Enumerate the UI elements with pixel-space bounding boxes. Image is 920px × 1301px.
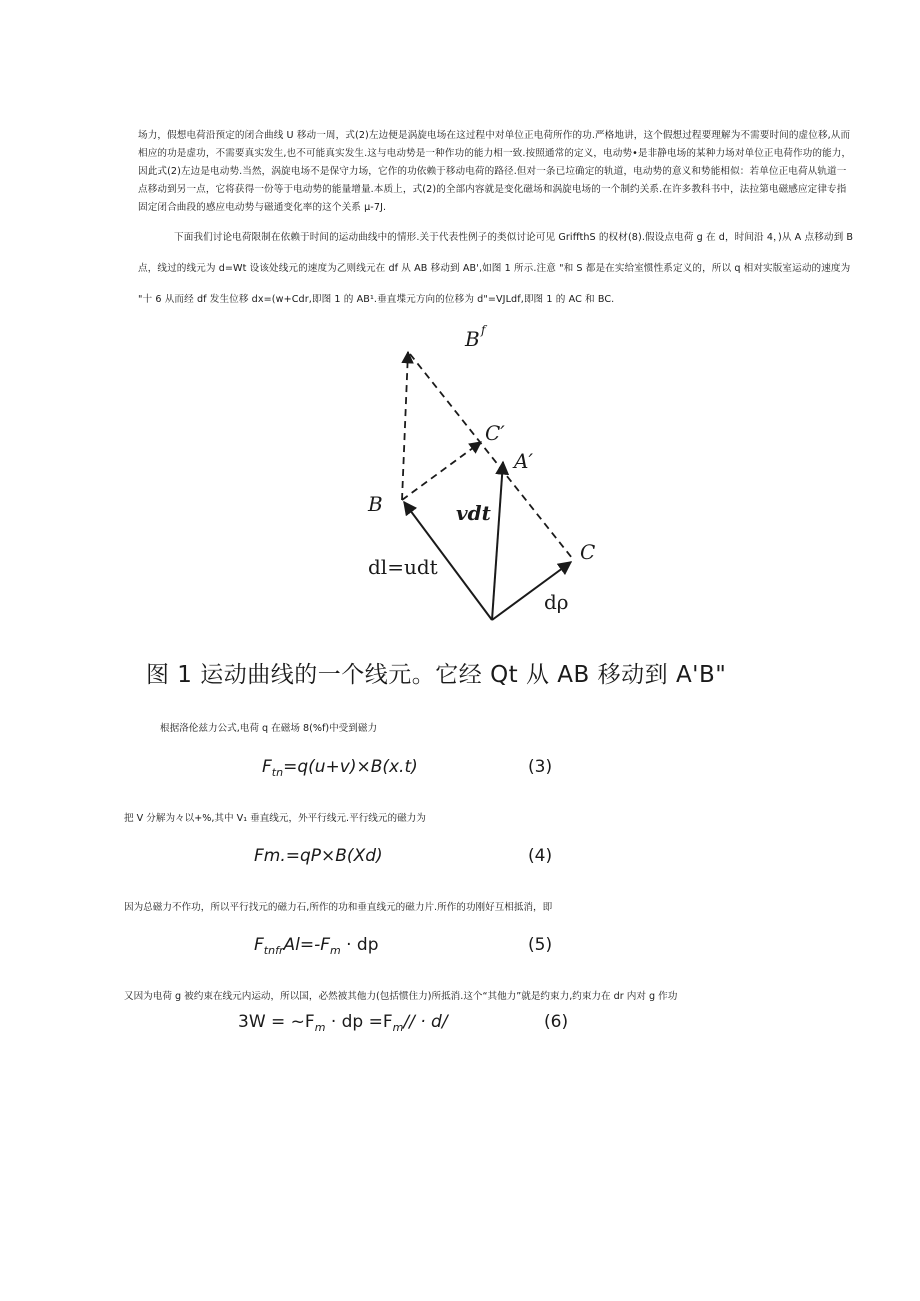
para1-line-2: 相应的功是虚功，不需要真实发生,也不可能真实发生.这与电动势是一种作功的能力相一致.按照通常的定义，电动势•是非静电场的某种力场对单位正电荷作功的能力， [138,148,852,159]
equation-5-number: (5) [528,935,553,955]
para2-line-1: 下面我们讨论电荷限制在依赖于时间的运动曲线中的情形.关于代表性例子的类似讨论可见 GriffthS 的权材(8).假设点电荷 g 在 d，时间沿 4，)从 A 点移动到 B [174,232,854,243]
para1-line-1: 场力，假想电荷沿预定的闭合曲线 U 移动一周，式(2)左边便是涡旋电场在这过程中对单位正电荷所作的功.严格地讲，这个假想过程要理解为不需要时间的虚位移,从而 [138,130,851,141]
eq6-rhs: ∕∕ · d/ [403,1012,448,1032]
eq5-lhs-sub: tnfr [263,944,284,958]
eq6-mid: · dp =F [325,1012,393,1032]
label-b: B [368,492,383,516]
label-c: C [580,540,596,564]
eq6-sub1: m [314,1021,326,1035]
eq3-lhs: F [262,757,272,777]
label-c-prime: C′ [485,421,505,445]
eq3-rhs: =q(u+v)×B(x.t) [283,757,418,777]
equation-4 [254,846,383,866]
arrow-b-to-bprime [402,352,408,500]
equation-3 [262,757,418,780]
equation-5 [254,935,379,958]
para2-line-3: "十 6 从而经 df 发生位移 dx=(w+Cdr,即图 1 的 AB¹.垂直堞元方向的位移为 d"=VJLdf,即图 1 的 AC 和 BC. [138,294,615,305]
equation-4-number: (4) [528,846,553,866]
arrow-b-to-cprime [402,442,481,500]
text-lorentz: 根据洛伦兹力公式,电荷 q 在磁场 8(%f)中受到磁力 [160,723,378,734]
label-b-prime: B [465,327,480,351]
para1-line-4: 点移动到另一点，它将获得一份等于电动势的能量增量.本质上，式(2)的全部内容就是变化磁场和涡旋电场的一个制约关系.在许多教科书中，法拉第电磁感应定律专指 [138,184,847,195]
label-a-prime: A′ [514,449,533,473]
para1-line-3: 因此式(2)左边是电动势.当然，涡旋电场不是保守力场，它作的功依赖于移动电荷的路径.但对一条已垃确定的轨道，电动势的意义和势能相似：若单位正电荷从轨道一 [138,166,847,177]
eq4-expr: Fm.=qP×B(Xd) [254,846,383,866]
equation-6-number: (6) [544,1012,569,1032]
figure-caption: 图 1 运动曲线的一个线元。它经 Qt 从 AB 移动到 A'B" [146,662,727,688]
label-b-prime-sup: f [481,323,486,337]
eq3-lhs-sub: tn [271,766,284,780]
eq6-lhs: 3W = ~F [238,1012,315,1032]
eq5-middle-sub: m [329,944,341,958]
label-dl-udt: dl=udt [368,555,438,579]
label-drho: dρ [544,590,569,614]
eq5-rhs: · dp [340,935,379,955]
arrow-vdt [492,462,503,620]
equation-3-number: (3) [528,757,553,777]
text-constraint-force: 又因为电荷 g 被约束在线元内运动，所以国，必然被其他力(包括惯住力)所抵消.这个“其他力”就是约束力,约束力在 dr 内对 g 作功 [124,991,678,1002]
text-split-velocity: 把 V 分解为々以+%,其中 V₁ 垂直线元，外平行线元.平行线元的磁力为 [124,813,426,824]
label-vdt: vdt [456,501,491,525]
para2-line-2: 点，线过的线元为 d=Wt 设该处线元的速度为乙则线元在 df 从 AB 移动到 AB',如图 1 所示.注意 "和 S 都是在实给室惯性系定义的，所以 q 相对实版室运动的速度为 [138,263,851,274]
eq5-middle: Al=-F [283,935,330,955]
line-bprime-to-c [410,354,572,558]
para1-line-5: 固定闭合曲段的感应电动势与磁通变化率的这个关系 μ-7J. [138,202,387,213]
equation-6 [238,1012,448,1035]
eq6-sub2: m [392,1021,404,1035]
eq5-lhs: F [254,935,264,955]
text-work-cancel: 因为总磁力不作功，所以平行找元的磁力石,所作的功和垂直线元的磁力片.所作的功刚好互相抵消，即 [124,902,553,913]
